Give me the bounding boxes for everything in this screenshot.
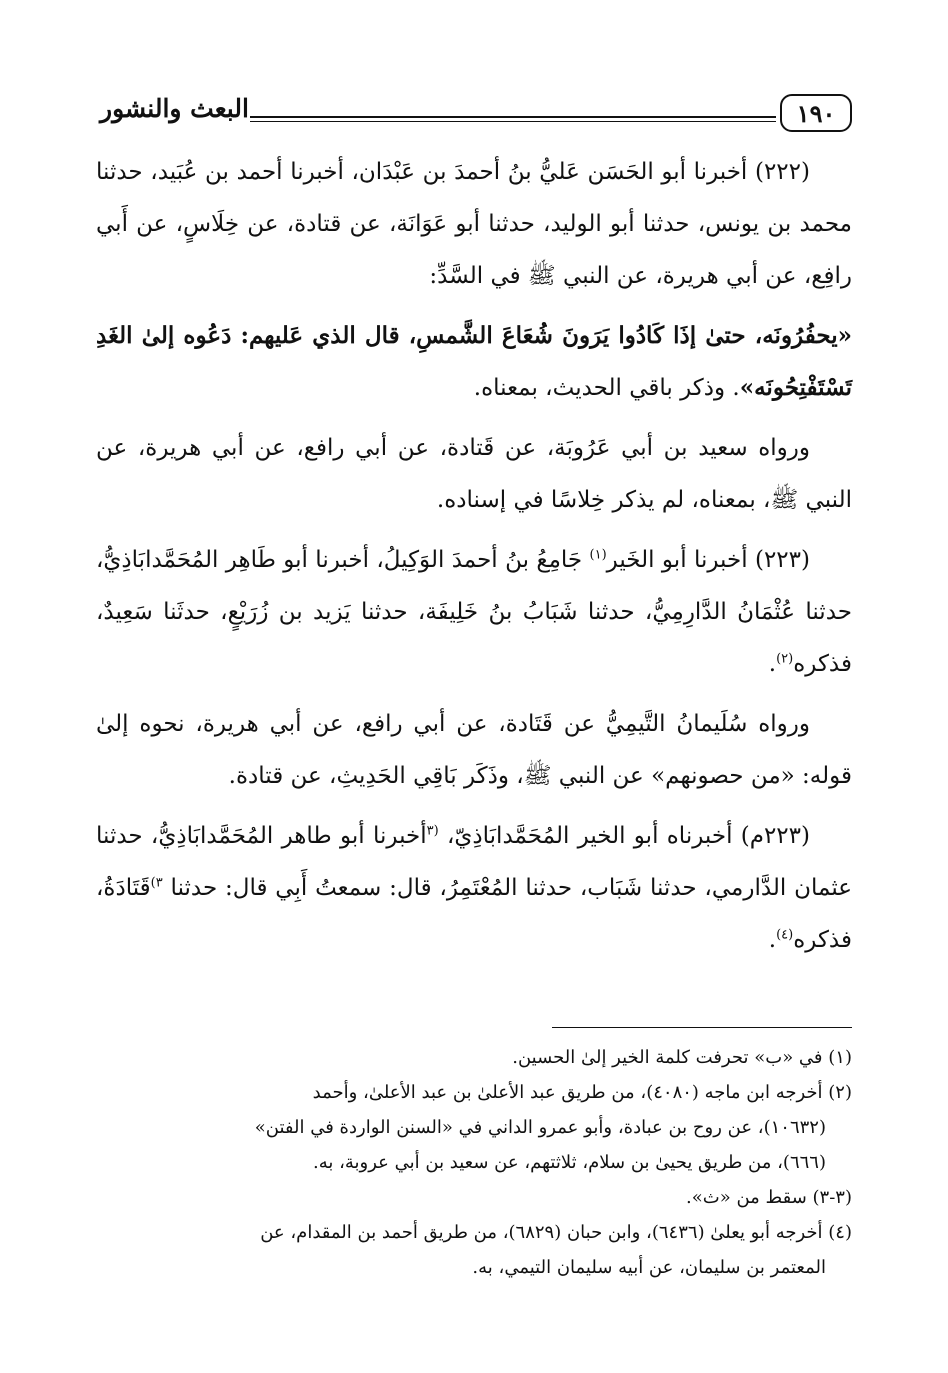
footnote-4-line-1: (٤) أخرجه أبو يعلىٰ (٦٤٣٦)، وابن حبان (٦٨٢٩)، من طريق أحمد بن المقدام، عن [260, 1222, 852, 1243]
paragraph-222-text: (٢٢٢) أخبرنا أبو الحَسَن عَليُّ بنُ أحمدَ بن عَبْدَان، أخبرنا أحمد بن عُبَيد، حدثنا محمد بن يونس، حدثنا أبو الوليد، حدثنا أبو عَوَانَة، عن قتادة، عن خِلَاسٍ، عن أَبي رافِع، عن أبي هريرة، عن النبي ﷺ في السَّدِّ: [96, 159, 852, 289]
page-header [100, 92, 852, 138]
hadith-quote-paragraph [96, 310, 852, 414]
paragraph-223m-text-a: (٢٢٣م) أخبرناه أبو الخير المُحَمَّدابَاذِيّ، [438, 823, 810, 849]
paragraph-223-text-c: . [768, 651, 777, 677]
paragraph-223m-text-b: أخبرنا أبو طاهر المُحَمَّدابَاذِيُّ، حدثنا عثمان الدَّارمي، حدثنا شَبَاب، حدثنا المُعْتَمِرُ، قال: سمعتُ أَبِي قال: حدثنا [96, 823, 852, 901]
footnote-ref-4[interactable]: (٤) [776, 927, 794, 943]
paragraph-223-text-a: (٢٢٣) أخبرنا أبو الخَير [606, 547, 810, 573]
paragraph-riwaya-saeed-text: ورواه سعيد بن أبي عَرُوبَة، عن قَتادة، عن أبي رافع، عن أبي هريرة، عن النبي ﷺ، بمعناه، لم يذكر خِلاسًا في إسناده. [96, 435, 852, 513]
footnote-separator [552, 1027, 852, 1028]
footnote-2-line-1: (٢) أخرجه ابن ماجه (٤٠٨٠)، من طريق عبد الأعلىٰ بن عبد الأعلىٰ، وأحمد [312, 1082, 852, 1103]
footnote-2-line-2: (١٠٦٣٢)، عن روح بن عبادة، وأبو عمرو الداني في «السنن الواردة في الفتن» [254, 1117, 826, 1138]
hadith-quote-tail: . وذكر باقي الحديث، بمعناه. [473, 375, 740, 401]
main-text [96, 146, 852, 974]
running-title: البعث والنشور [100, 94, 249, 123]
footnote-ref-3-end[interactable]: ٣) [150, 875, 163, 891]
paragraph-riwaya-sulaiman [96, 698, 852, 802]
paragraph-riwaya-sulaiman-text: ورواه سُلَيمانُ التَّيمِيُّ عن قَتَادة، عن أبي رافع، عن أبي هريرة، نحوه إلىٰ قوله: «من حصونهم» عن النبي ﷺ، وذَكَر بَاقِي الحَدِيثِ، عن قتادة. [96, 711, 852, 789]
paragraph-223-text-b: جَامِعُ بنُ أحمدَ الوَكِيلُ، أخبرنا أبو طَاهِر المُحَمَّدابَاذِيُّ، حدثنا عُثْمَانُ الدَّارِمِيُّ، حدثنا شَبَابُ بنُ خَلِيفَة، حدثنا يَزيد بن زُرَيْعٍ، حدثَنا سَعِيدٌ، فذكره [96, 547, 852, 677]
page-number: ١٩٠ [780, 94, 852, 132]
footnote-ref-3-start[interactable]: (٣ [426, 823, 439, 839]
footnotes [96, 1040, 852, 1285]
header-rule [250, 116, 776, 122]
footnote-1: (١) في «ب» تحرفت كلمة الخير إلىٰ الحسين. [512, 1047, 852, 1068]
footnote-ref-1[interactable]: (١) [589, 547, 607, 563]
paragraph-riwaya-saeed [96, 422, 852, 526]
paragraph-223m [96, 810, 852, 966]
footnote-2-line-3: (٦٦٦)، من طريق يحيىٰ بن سلام، ثلاثتهم، عن سعيد بن أبي عروبة، به. [312, 1152, 826, 1173]
footnote-ref-2[interactable]: (٢) [776, 651, 794, 667]
paragraph-223 [96, 534, 852, 690]
hadith-quote: «يحفُرُونَه، حتىٰ إذَا كَادُوا يَرَونَ شُعَاعَ الشَّمسِ، قال الذي عَليهم: دَعُوه إلىٰ الغَدِ تَسْتَفْتِحُونَه» [96, 322, 852, 401]
footnote-3: (٣-٣) سقط من «ث». [686, 1187, 852, 1208]
paragraph-223m-text-d: . [768, 927, 777, 953]
paragraph-223m-text-c: قَتَادَةُ، فذكره [96, 875, 852, 953]
paragraph-222 [96, 146, 852, 302]
footnote-4-line-2: المعتمر بن سليمان، عن أبيه سليمان التيمي، به. [472, 1257, 826, 1278]
